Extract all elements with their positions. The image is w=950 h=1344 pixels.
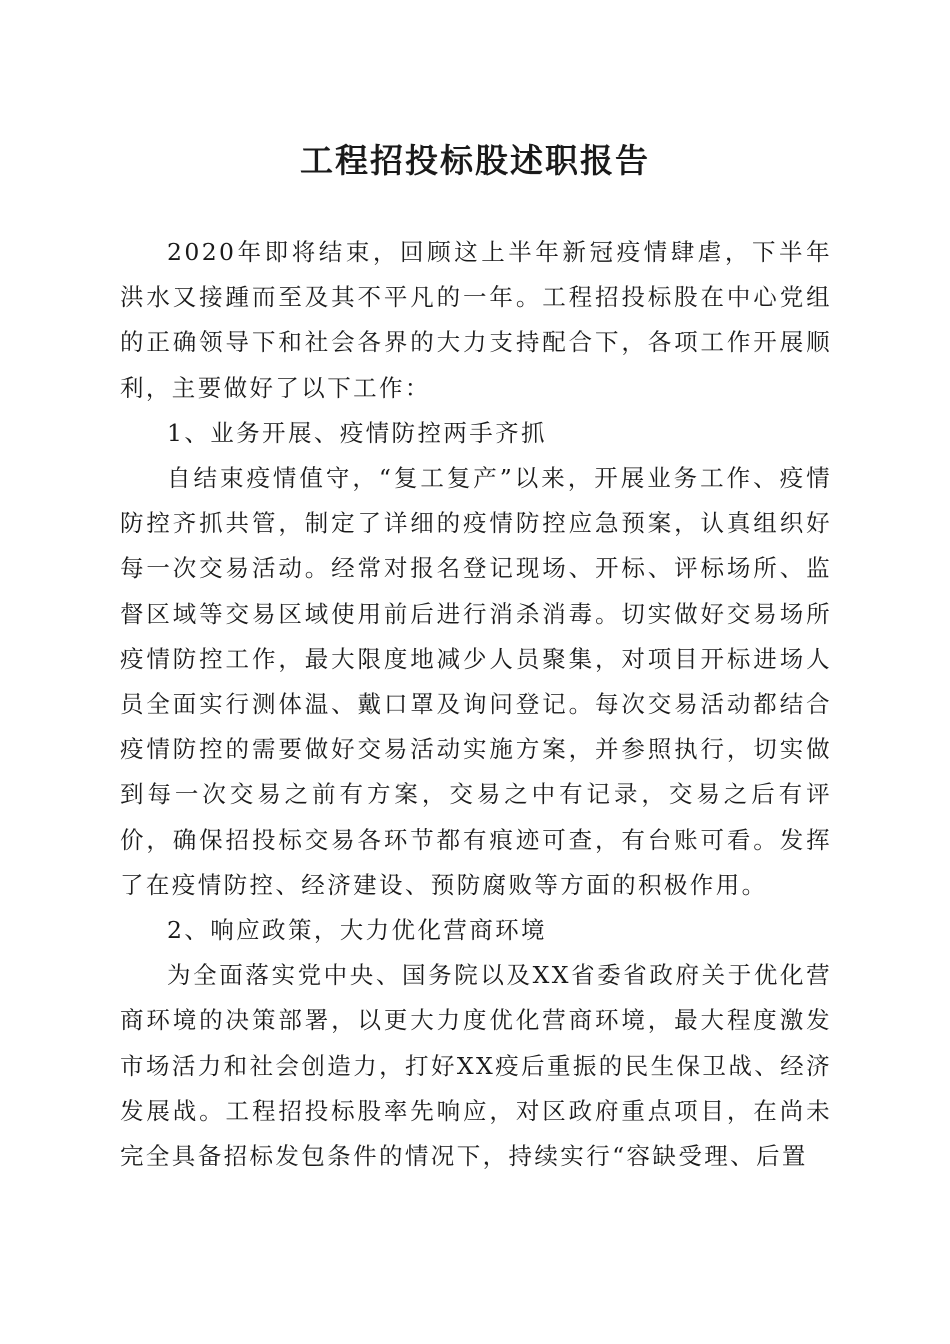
- section-2-paragraph: 为全面落实党中央、国务院以及XX省委省政府关于优化营商环境的决策部署，以更大力度优化营商环境，最大程度激发市场活力和社会创造力，打好XX疫后重振的民生保卫战、经济发展战。工程招投标股率先响应，对区政府重点项目，在尚未完全具备招标发包条件的情况下，持续实行“容缺受理、后置: [120, 961, 832, 1171]
- section-heading-1: 1、业务开展、疫情防控两手齐抓: [167, 418, 547, 447]
- section-1-paragraph: 自结束疫情值守，“复工复产”以来，开展业务工作、疫情防控齐抓共管，制定了详细的疫情防控应急预案，认真组织好每一次交易活动。经常对报名登记现场、开标、评标场所、监督区域等交易区域使用前后进行消杀消毒。切实做好交易场所疫情防控工作，最大限度地减少人员聚集，对项目开标进场人员全面实行测体温、戴口罩及询问登记。每次交易活动都结合疫情防控的需要做好交易活动实施方案，并参照执行，切实做到每一次交易之前有方案，交易之中有记录，交易之后有评价，确保招投标交易各环节都有痕迹可查，有台账可看。发挥了在疫情防控、经济建设、预防腐败等方面的积极作用。: [120, 464, 832, 899]
- document-body: [120, 230, 832, 1179]
- intro-paragraph: 2020年即将结束，回顾这上半年新冠疫情肆虐，下半年洪水又接踵而至及其不平凡的一年。工程招投标股在中心党组的正确领导下和社会各界的大力支持配合下，各项工作开展顺利，主要做好了以下工作：: [120, 238, 832, 402]
- document-title: 工程招投标股述职报告: [300, 141, 650, 180]
- section-heading-2: 2、响应政策，大力优化营商环境: [167, 916, 547, 945]
